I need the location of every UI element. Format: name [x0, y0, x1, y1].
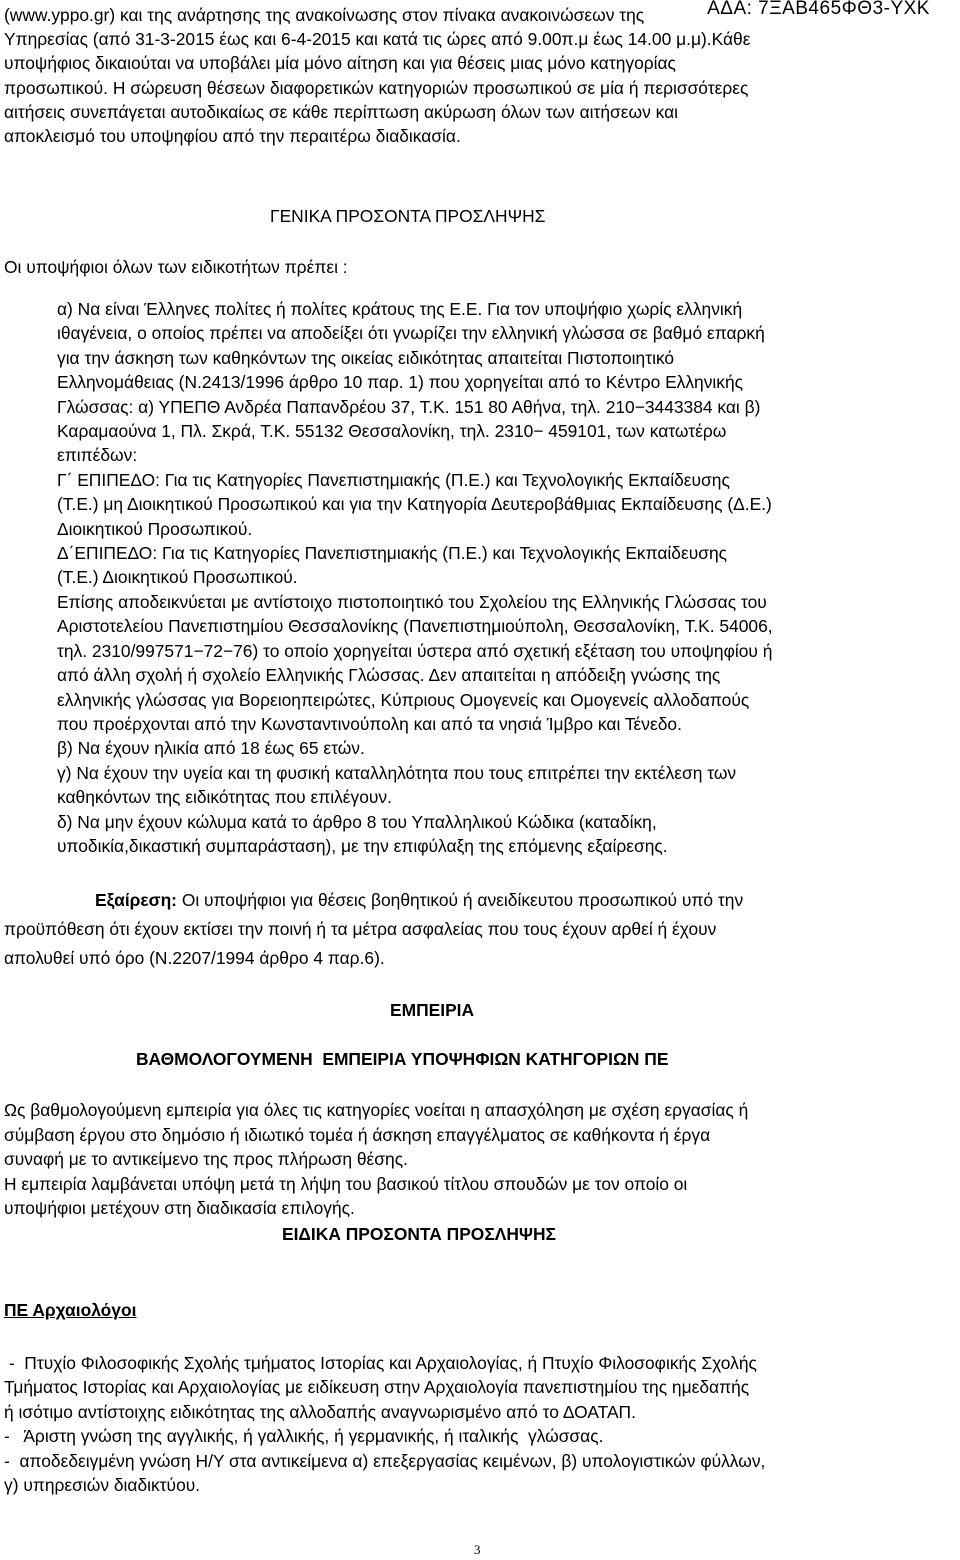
- specific-qualifications-list: [4, 1351, 956, 1497]
- general-qualifications-list: [57, 297, 955, 858]
- text-line: Καραμαούνα 1, Πλ. Σκρά, Τ.Κ. 55132 Θεσσαλονίκη, τηλ. 2310− 459101, των κατωτέρω: [57, 421, 727, 442]
- exception-first-line: [4, 886, 956, 915]
- general-lead-text: Οι υποψήφιοι όλων των ειδικοτήτων πρέπει :: [4, 257, 348, 277]
- text-line: Γ΄ ΕΠΙΠΕΔΟ: Για τις Κατηγορίες Πανεπιστημιακής (Π.Ε.) και Τεχνολογικής Εκπαίδευσης: [57, 469, 730, 490]
- text-line: (www.yppo.gr) και της ανάρτησης της ανακοίνωσης στον πίνακα ανακοινώσεων της: [4, 5, 645, 25]
- text-line: προϋπόθεση ότι έχουν εκτίσει την ποινή ή τα μέτρα ασφαλείας που τους έχουν αρθεί ή έχουν: [4, 919, 717, 939]
- text-line: ή ισότιμο αντίστοιχης ειδικότητας της αλλοδαπής αναγνωρισμένο από το ΔΟΑΤΑΠ.: [4, 1401, 636, 1422]
- text-line: καθηκόντων της ειδικότητας που επιλέγουν.: [57, 787, 392, 808]
- text-line: υποδικία,δικαστική συμπαράσταση), με την επιφύλαξη της επόμενης εξαίρεσης.: [57, 835, 668, 856]
- text-line: γ) υπηρεσιών διαδικτύου.: [4, 1475, 201, 1496]
- category-title: ΠΕ Αρχαιολόγοι: [4, 1300, 137, 1320]
- text-line: απολυθεί υπό όρο (Ν.2207/1994 άρθρο 4 παρ.6).: [4, 948, 385, 968]
- text-line: που προέρχονται από την Κωνσταντινούπολη και από τα νησιά Ίμβρο και Τένεδο.: [57, 713, 682, 734]
- text-line: Ως βαθμολογούμενη εμπειρία για όλες τις κατηγορίες νοείται η απασχόληση με σχέση εργασίας ή: [4, 1100, 749, 1120]
- text-line: γ) Να έχουν την υγεία και τη φυσική καταλληλότητα που τους επιτρέπει την εκτέλεση των: [57, 762, 737, 783]
- text-line: συναφή με το αντικείμενο της προς πλήρωση θέσης.: [4, 1149, 408, 1169]
- text-line: προσωπικού. Η σώρευση θέσεων διαφορετικών κατηγοριών προσωπικού σε μία ή περισσότερες: [4, 77, 749, 98]
- text-line: τηλ. 2310/997571−72−76) το οποίο χορηγείται ύστερα από σχετική εξέταση του υποψηφίου ή: [57, 640, 773, 661]
- experience-subheading: ΒΑΘΜΟΛΟΓΟΥΜΕΝΗ ΕΜΠΕΙΡΙΑ ΥΠΟΨΗΦΙΩΝ ΚΑΤΗΓΟΡΙΩΝ ΠΕ: [136, 1049, 669, 1069]
- text-line: από άλλη σχολή ή σχολείο Ελληνικής Γλώσσας. Δεν απαιτείται η απόδειξη γνώσης της: [57, 665, 721, 686]
- text-line: ιθαγένεια, ο οποίος πρέπει να αποδείξει ότι γνωρίζει την ελληνική γλώσσα σε βαθμό επαρκή: [57, 323, 765, 344]
- experience-heading: ΕΜΠΕΙΡΙΑ: [390, 1000, 475, 1020]
- text-line: υποψήφιος δικαιούται να υποβάλει μία μόνο αίτηση και για θέσεις μιας μόνο κατηγορίας: [4, 53, 676, 74]
- text-line: Υπηρεσίας (από 31-3-2015 έως και 6-4-2015 και κατά τις ώρες από 9.00π.μ έως 14.00 μ.μ).Κάθε: [4, 29, 751, 50]
- exception-text: Οι υποψήφιοι για θέσεις βοηθητικού ή ανειδίκευτου προσωπικού υπό την: [176, 890, 744, 910]
- exception-paragraph: [4, 886, 956, 973]
- text-line: - αποδεδειγμένη γνώση Η/Υ στα αντικείμενα α) επεξεργασίας κειμένων, β) υπολογιστικών φύλλων,: [4, 1450, 766, 1471]
- text-line: α) Να είναι Έλληνες πολίτες ή πολίτες κράτους της Ε.Ε. Για τον υποψήφιο χωρίς ελληνική: [57, 299, 743, 319]
- text-line: ελληνικής γλώσσας για Βορειοηπειρώτες, Κύπριους Ομογενείς και Ομογενείς αλλοδαπούς: [57, 689, 750, 710]
- text-line: Αριστοτελείου Πανεπιστημίου Θεσσαλονίκης (Πανεπιστημιούπολη, Θεσσαλονίκη, Τ.Κ. 54006,: [57, 616, 773, 637]
- text-line: Γλώσσας: α) ΥΠΕΠΘ Ανδρέα Παπανδρέου 37, Τ.Κ. 151 80 Αθήνα, τηλ. 210−3443384 και β): [57, 396, 761, 417]
- specific-qualifications-heading: ΕΙΔΙΚΑ ΠΡΟΣΟΝΤΑ ΠΡΟΣΛΗΨΗΣ: [282, 1224, 556, 1244]
- text-line: σύμβαση έργου στο δημόσιο ή ιδιωτικό τομέα ή άσκηση επαγγέλματος σε καθήκοντα ή έργα: [4, 1124, 711, 1145]
- intro-paragraph: [4, 3, 956, 148]
- text-line: επιπέδων:: [57, 445, 138, 466]
- general-qualifications-heading: ΓΕΝΙΚΑ ΠΡΟΣΟΝΤΑ ΠΡΟΣΛΗΨΗΣ: [270, 206, 546, 226]
- text-line: β) Να έχουν ηλικία από 18 έως 65 ετών.: [57, 738, 365, 759]
- text-line: (Τ.Ε.) μη Διοικητικού Προσωπικού και για την Κατηγορία Δευτεροβάθμιας Εκπαίδευσης (Δ.Ε.): [57, 494, 772, 515]
- text-line: Η εμπειρία λαμβάνεται υπόψη μετά τη λήψη του βασικού τίτλου σπουδών με τον οποίο οι: [4, 1173, 688, 1194]
- text-line: αποκλεισμό του υποψηφίου από την περαιτέρω διαδικασία.: [4, 126, 461, 147]
- experience-paragraph: [4, 1098, 956, 1221]
- text-line: Διοικητικού Προσωπικού.: [57, 518, 253, 539]
- text-line: υποψήφιοι μετέχουν στη διαδικασία επιλογής.: [4, 1198, 355, 1218]
- text-line: Δ΄ΕΠΙΠΕΔΟ: Για τις Κατηγορίες Πανεπιστημιακής (Π.Ε.) και Τεχνολογικής Εκπαίδευσης: [57, 543, 728, 564]
- text-line: (Τ.Ε.) Διοικητικού Προσωπικού.: [57, 567, 298, 588]
- ada-code: ΑΔΑ: 7ΞΑΒ465ΦΘ3-ΥΧΚ: [707, 0, 930, 19]
- page-number: 3: [474, 1542, 481, 1557]
- text-line: - Άριστη γνώση της αγγλικής, ή γαλλικής, ή γερμανικής, ή ιταλικής γλώσσας.: [4, 1426, 604, 1447]
- text-line: αιτήσεις συνεπάγεται αυτοδικαίως σε κάθε περίπτωση ακύρωση όλων των αιτήσεων και: [4, 101, 679, 122]
- exception-label: Εξαίρεση:: [95, 890, 177, 910]
- text-line: δ) Να μην έχουν κώλυμα κατά το άρθρο 8 του Υπαλληλικού Κώδικα (καταδίκη,: [57, 811, 657, 832]
- text-line: Ελληνομάθειας (Ν.2413/1996 άρθρο 10 παρ. 1) που χορηγείται από το Κέντρο Ελληνικής: [57, 372, 744, 393]
- text-line: για την άσκηση των καθηκόντων της οικείας ειδικότητας απαιτείται Πιστοποιητικό: [57, 347, 675, 368]
- text-line: - Πτυχίο Φιλοσοφικής Σχολής τμήματος Ιστορίας και Αρχαιολογίας, ή Πτυχίο Φιλοσοφικής Σχολής: [4, 1353, 757, 1373]
- text-line: Επίσης αποδεικνύεται με αντίστοιχο πιστοποιητικό του Σχολείου της Ελληνικής Γλώσσας του: [57, 591, 767, 612]
- text-line: Τμήματος Ιστορίας και Αρχαιολογίας με ειδίκευση στην Αρχαιολογία πανεπιστημίου της ημεδαπής: [4, 1377, 750, 1398]
